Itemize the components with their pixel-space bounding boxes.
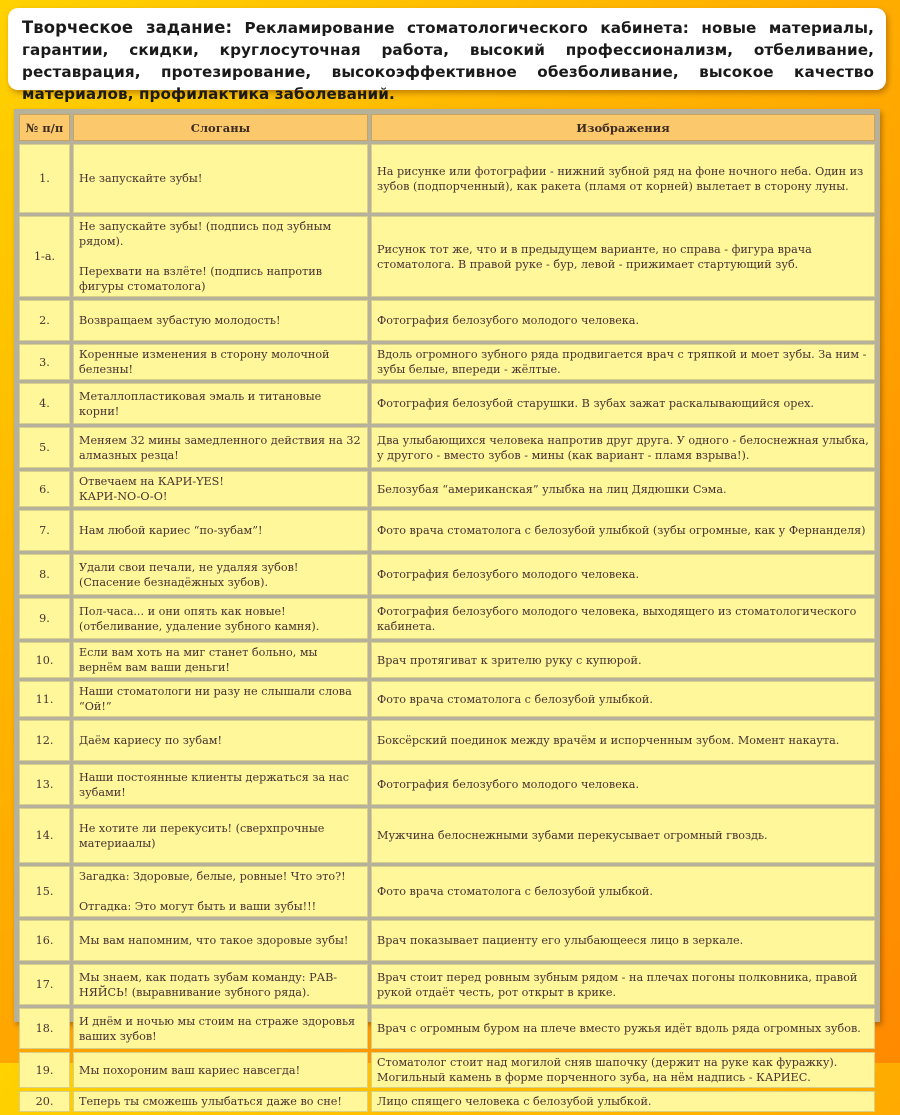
row-number: 5.	[19, 427, 70, 468]
header-images: Изображения	[371, 114, 875, 141]
table-row	[19, 866, 875, 917]
task-title-lead: Творческое задание:	[22, 18, 233, 37]
slogan-cell: Коренные изменения в сторону молочной белезны!	[73, 344, 368, 380]
table-row	[19, 510, 875, 551]
slogan-cell: Мы вам напомним, что такое здоровые зубы!	[73, 920, 368, 961]
slogan-cell: Если вам хоть на миг станет больно, мы вернём вам ваши деньги!	[73, 642, 368, 678]
table-row	[19, 383, 875, 424]
table-row	[19, 598, 875, 639]
table-header-row	[19, 114, 875, 141]
row-number: 12.	[19, 720, 70, 761]
table-row	[19, 808, 875, 863]
image-description-cell: Фото врача стоматолога с белозубой улыбкой (зубы огромные, как у Фернанделя)	[371, 510, 875, 551]
row-number: 18.	[19, 1008, 70, 1049]
table-row	[19, 300, 875, 341]
row-number: 10.	[19, 642, 70, 678]
image-description-cell: Фотография белозубого молодого человека, выходящего из стоматологического кабинета.	[371, 598, 875, 639]
table-row	[19, 144, 875, 213]
slogan-cell: Наши постоянные клиенты держаться за нас зубами!	[73, 764, 368, 805]
slogan-cell: Нам любой кариес “по-зубам”!	[73, 510, 368, 551]
task-title-box	[8, 8, 886, 103]
image-description-cell: Фотография белозубой старушки. В зубах зажат раскалывающийся орех.	[371, 383, 875, 424]
row-number: 1-а.	[19, 216, 70, 297]
table-row	[19, 427, 875, 468]
image-description-cell: Фотография белозубого молодого человека.	[371, 554, 875, 595]
row-number: 19.	[19, 1052, 70, 1088]
image-description-cell: Фотография белозубого молодого человека.	[371, 300, 875, 341]
image-description-cell: На рисунке или фотографии - нижний зубной ряд на фоне ночного неба. Один из зубов (подпорченный), как ракета (пламя от корней) вылетает в сторону луны.	[371, 144, 875, 213]
slogan-cell: Меняем 32 мины замедленного действия на 32 алмазных резца!	[73, 427, 368, 468]
table-row	[19, 964, 875, 1005]
header-number: № п/п	[19, 114, 70, 141]
slogan-cell: Металлопластиковая эмаль и титановые корни!	[73, 383, 368, 424]
row-number: 15.	[19, 866, 70, 917]
row-number: 9.	[19, 598, 70, 639]
table-row	[19, 344, 875, 380]
table-row	[19, 681, 875, 717]
image-description-cell: Стоматолог стоит над могилой сняв шапочку (держит на руке как фуражку). Могильный камень в форме порченного зуба, на нём надпись - КАРИЕС.	[371, 1052, 875, 1088]
image-description-cell: Врач протягиват к зрителю руку с купюрой.	[371, 642, 875, 678]
image-description-cell: Врач показывает пациенту его улыбающееся лицо в зеркале.	[371, 920, 875, 961]
header-slogans: Слоганы	[73, 114, 368, 141]
slogan-cell: Удали свои печали, не удаляя зубов! (Спасение безнадёжных зубов).	[73, 554, 368, 595]
image-description-cell: Белозубая “американская” улыбка на лиц Дядюшки Сэма.	[371, 471, 875, 507]
table-row	[19, 1008, 875, 1049]
image-description-cell: Два улыбающихся человека напротив друг друга. У одного - белоснежная улыбка, у другого - вместо зубов - мины (как вариант - пламя взрыва!).	[371, 427, 875, 468]
slogan-cell: Пол-часа... и они опять как новые! (отбеливание, удаление зубного камня).	[73, 598, 368, 639]
row-number: 14.	[19, 808, 70, 863]
table-row	[19, 920, 875, 961]
row-number: 2.	[19, 300, 70, 341]
image-description-cell: Фото врача стоматолога с белозубой улыбкой.	[371, 681, 875, 717]
image-description-cell: Фотография белозубого молодого человека.	[371, 764, 875, 805]
slogan-cell: Не хотите ли перекусить! (сверхпрочные материаалы)	[73, 808, 368, 863]
row-number: 11.	[19, 681, 70, 717]
row-number: 4.	[19, 383, 70, 424]
slogan-cell: Мы похороним ваш кариес навсегда!	[73, 1052, 368, 1088]
slogan-cell: Возвращаем зубастую молодость!	[73, 300, 368, 341]
row-number: 16.	[19, 920, 70, 961]
row-number: 1.	[19, 144, 70, 213]
image-description-cell: Вдоль огромного зубного ряда продвигается врач с тряпкой и моет зубы. За ним - зубы белые, впереди - жёлтые.	[371, 344, 875, 380]
image-description-cell: Лицо спящего человека с белозубой улыбкой.	[371, 1091, 875, 1112]
slogans-table	[16, 111, 878, 1115]
slogan-cell: Мы знаем, как подать зубам команду: РАВ-НЯЙСЬ! (выравнивание зубного ряда).	[73, 964, 368, 1005]
row-number: 13.	[19, 764, 70, 805]
row-number: 3.	[19, 344, 70, 380]
table-body	[19, 144, 875, 1112]
image-description-cell: Фото врача стоматолога с белозубой улыбкой.	[371, 866, 875, 917]
slogan-cell: Не запускайте зубы!	[73, 144, 368, 213]
table-row	[19, 216, 875, 297]
row-number: 8.	[19, 554, 70, 595]
table-row	[19, 471, 875, 507]
slogans-table-frame	[14, 109, 880, 1108]
slogan-cell: Не запускайте зубы! (подпись под зубным рядом). Перехвати на взлёте! (подпись напротив фигуры стоматолога)	[73, 216, 368, 297]
row-number: 20.	[19, 1091, 70, 1112]
slogan-cell: Загадка: Здоровые, белые, ровные! Что это?! Отгадка: Это могут быть и ваши зубы!!!	[73, 866, 368, 917]
image-description-cell: Врач стоит перед ровным зубным рядом - на плечах погоны полковника, правой рукой отдаёт честь, рот открыт в крике.	[371, 964, 875, 1005]
table-row	[19, 720, 875, 761]
table-row	[19, 642, 875, 678]
image-description-cell: Боксёрский поединок между врачём и испорченным зубом. Момент накаута.	[371, 720, 875, 761]
row-number: 7.	[19, 510, 70, 551]
row-number: 17.	[19, 964, 70, 1005]
task-title-text: Рекламирование стоматологического кабинета: новые материалы, гарантии, скидки, круглосуточная работа, высокий профессионализм, отбеливание, реставрация, протезирование, высокоэффективное обезболивание, высокое качество материалов, профилактика заболеваний.	[22, 19, 874, 103]
slogan-cell: Даём кариесу по зубам!	[73, 720, 368, 761]
image-description-cell: Врач с огромным буром на плече вместо ружья идёт вдоль ряда огромных зубов.	[371, 1008, 875, 1049]
row-number: 6.	[19, 471, 70, 507]
slogan-cell: И днём и ночью мы стоим на страже здоровья ваших зубов!	[73, 1008, 368, 1049]
task-title	[22, 17, 874, 105]
table-row	[19, 554, 875, 595]
image-description-cell: Рисунок тот же, что и в предыдущем варианте, но справа - фигура врача стоматолога. В правой руке - бур, левой - прижимает стартующий зуб.	[371, 216, 875, 297]
slogan-cell: Отвечаем на КАРИ-YES! КАРИ-NO-O-O!	[73, 471, 368, 507]
table-row	[19, 764, 875, 805]
image-description-cell: Мужчина белоснежными зубами перекусывает огромный гвоздь.	[371, 808, 875, 863]
table-row	[19, 1052, 875, 1088]
slogan-cell: Теперь ты сможешь улыбаться даже во сне!	[73, 1091, 368, 1112]
slogan-cell: Наши стоматологи ни разу не слышали слова “Ой!”	[73, 681, 368, 717]
table-row	[19, 1091, 875, 1112]
